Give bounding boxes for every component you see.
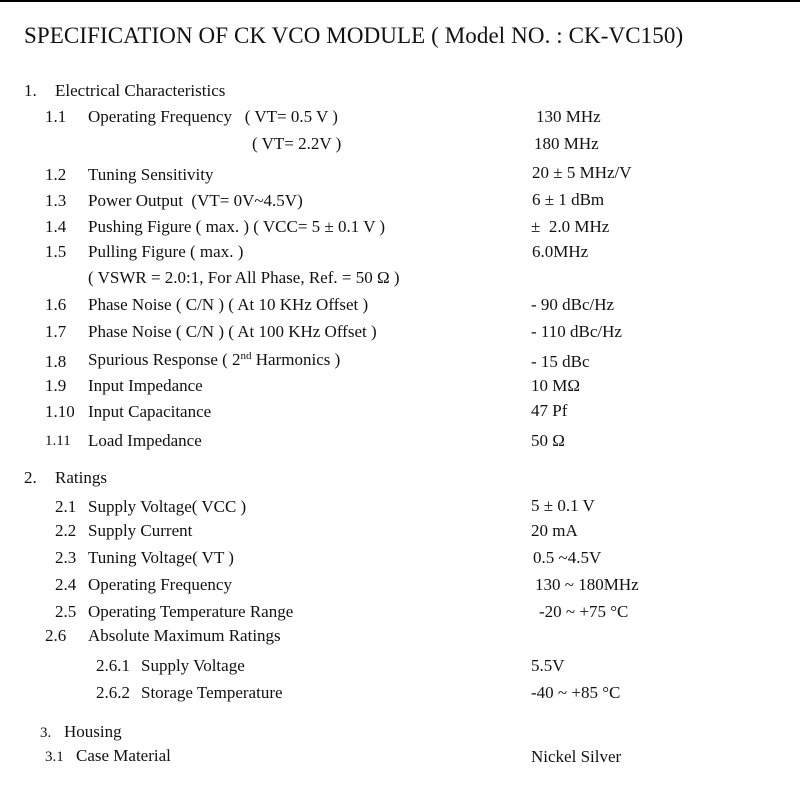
item-number: 3.1	[45, 749, 64, 765]
label-text: Harmonics )	[251, 350, 341, 369]
item-label: Input Impedance	[88, 376, 203, 395]
section-heading-ratings: Ratings	[55, 468, 107, 487]
item-value: -20 ~ +75 °C	[539, 602, 629, 621]
item-value: 6.0MHz	[532, 242, 589, 261]
item-number: 2.6.1	[96, 656, 130, 675]
item-label: ( VSWR = 2.0:1, For All Phase, Ref. = 50 Ω )	[88, 268, 400, 287]
item-value: 130 ~ 180MHz	[535, 575, 639, 594]
item-value: ± 2.0 MHz	[531, 217, 610, 236]
item-number: 2.6	[45, 626, 67, 645]
item-number: 2.4	[55, 575, 77, 594]
item-number: 1.5	[45, 242, 67, 261]
item-value: 6 ± 1 dBm	[532, 190, 605, 209]
item-value: 10 MΩ	[531, 376, 580, 395]
section-number: 1.	[24, 81, 37, 100]
item-number: 1.6	[45, 295, 67, 314]
item-value: - 110 dBc/Hz	[531, 322, 622, 341]
item-number: 2.5	[55, 602, 77, 621]
item-label: Pushing Figure ( max. ) ( VCC= 5 ± 0.1 V )	[88, 217, 386, 236]
item-value: 5.5V	[531, 656, 565, 675]
section-number: 2.	[24, 468, 37, 487]
item-label: Supply Current	[88, 521, 193, 540]
section-heading-housing: Housing	[64, 722, 122, 741]
item-label: Storage Temperature	[141, 683, 283, 702]
section-heading-electrical: Electrical Characteristics	[55, 81, 226, 100]
item-label: Pulling Figure ( max. )	[88, 242, 244, 261]
item-value: 50 Ω	[531, 431, 565, 450]
item-value: 130 MHz	[536, 107, 601, 126]
item-label: Power Output (VT= 0V~4.5V)	[88, 191, 303, 210]
item-label: Load Impedance	[88, 431, 202, 450]
item-value: 47 Pf	[531, 401, 568, 420]
item-value: -40 ~ +85 °C	[531, 683, 621, 702]
item-value: 20 ± 5 MHz/V	[532, 163, 632, 182]
item-value: - 90 dBc/Hz	[531, 295, 615, 314]
item-number: 1.11	[45, 433, 71, 449]
item-number: 1.9	[45, 376, 67, 395]
item-label: Tuning Voltage( VT )	[88, 548, 234, 567]
item-label: Input Capacitance	[88, 402, 212, 421]
item-label	[88, 350, 340, 370]
label-text: Spurious Response ( 2	[88, 350, 241, 369]
item-label: Phase Noise ( C/N ) ( At 100 KHz Offset )	[88, 322, 377, 341]
top-rule	[0, 0, 800, 2]
item-number: 1.3	[45, 191, 67, 210]
item-value: 5 ± 0.1 V	[531, 496, 595, 515]
item-label: ( VT= 2.2V )	[252, 134, 342, 153]
item-number: 1.1	[45, 107, 67, 126]
item-label: Operating Temperature Range	[88, 602, 294, 621]
item-number: 1.8	[45, 352, 67, 371]
item-number: 1.7	[45, 322, 67, 341]
document-title: SPECIFICATION OF CK VCO MODULE ( Model NO. : CK-VC150)	[24, 23, 684, 48]
item-number: 1.10	[45, 402, 75, 421]
item-value: 20 mA	[531, 521, 578, 540]
item-value: 180 MHz	[534, 134, 599, 153]
section-number: 3.	[40, 725, 52, 741]
item-value: 0.5 ~4.5V	[533, 548, 602, 567]
item-number: 2.6.2	[96, 683, 130, 702]
item-number: 2.2	[55, 521, 77, 540]
item-value: Nickel Silver	[531, 747, 622, 766]
item-number: 1.4	[45, 217, 67, 236]
item-label: Tuning Sensitivity	[88, 165, 214, 184]
item-label: Phase Noise ( C/N ) ( At 10 KHz Offset )	[88, 295, 369, 314]
item-label: Operating Frequency	[88, 575, 232, 594]
item-label: Operating Frequency ( VT= 0.5 V )	[88, 107, 338, 126]
superscript: nd	[240, 350, 252, 362]
item-label: Absolute Maximum Ratings	[88, 626, 281, 645]
item-number: 2.1	[55, 497, 77, 516]
item-label: Supply Voltage( VCC )	[88, 497, 247, 516]
item-number: 2.3	[55, 548, 77, 567]
item-label: Supply Voltage	[141, 656, 245, 675]
item-value: - 15 dBc	[531, 352, 590, 371]
item-label: Case Material	[76, 746, 171, 765]
item-number: 1.2	[45, 165, 67, 184]
